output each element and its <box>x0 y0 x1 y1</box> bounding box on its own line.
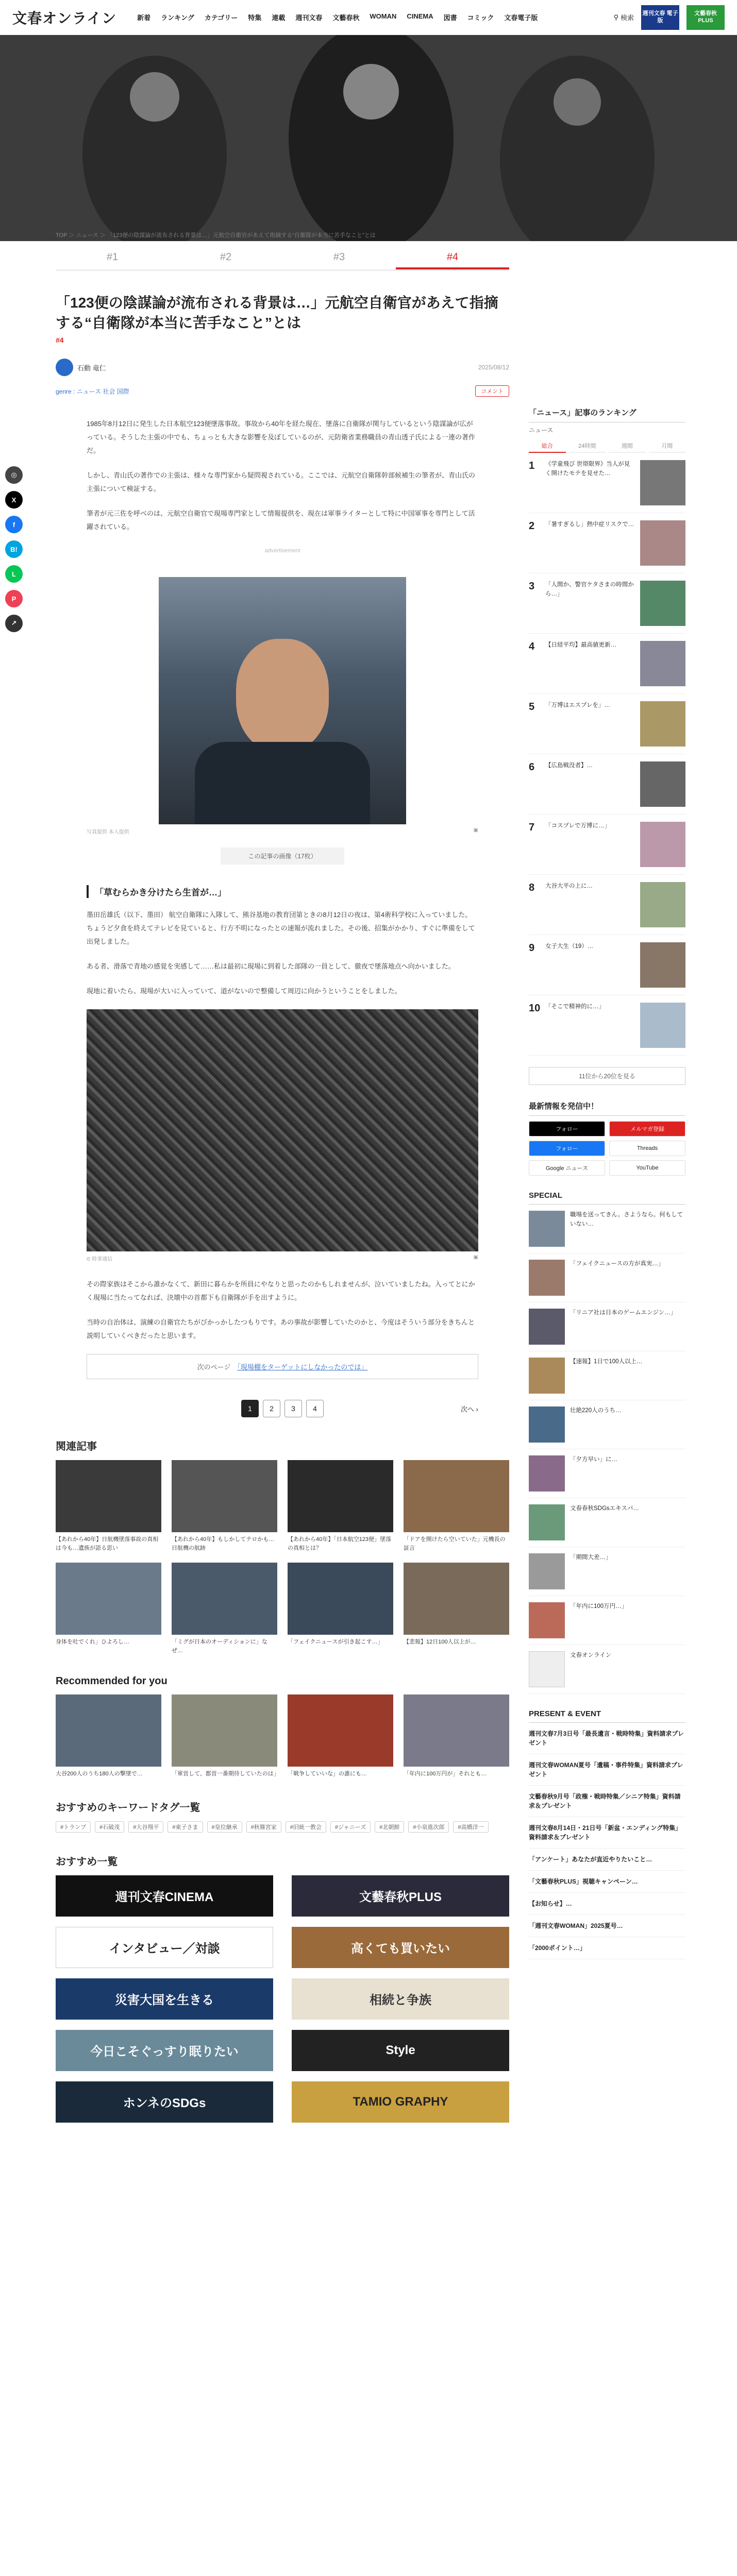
card-image <box>404 1563 509 1635</box>
present-item[interactable]: 「文藝春秋PLUS」視聴キャンペーン… <box>529 1871 685 1893</box>
expand-icon[interactable]: ▣ <box>473 827 478 834</box>
special-title: 「リニア社は日本のゲームエンジン…」 <box>570 1310 677 1316</box>
nav-item[interactable]: 文藝春秋 <box>332 14 360 22</box>
special-title: 「年内に100万円…」 <box>570 1603 628 1609</box>
paragraph: 当時の自治体は、演練の自衛官たちがびかっかしたつもりです。あの事故が影響していたのかと、今度はそういう部分をきちんと説明していくべきだったと思います。 <box>87 1318 475 1340</box>
present-item[interactable]: 週刊文春8月14日・21日号「新盆・エンディング特集」資料請求＆プレゼント <box>529 1817 685 1849</box>
nav-item[interactable]: ランキング <box>161 14 194 22</box>
page-button[interactable]: 3 <box>284 1400 302 1417</box>
weekly-digital-button[interactable]: 週刊文春 電子版 <box>641 5 679 30</box>
photo-body-shape <box>195 742 370 824</box>
social-heading: 最新情報を発信中！ <box>529 1100 685 1116</box>
related-card[interactable] <box>288 1563 393 1655</box>
present-heading: PRESENT & EVENT <box>529 1709 685 1723</box>
keyword-tag[interactable]: #大谷翔平 <box>128 1821 163 1833</box>
rank-number: 10 <box>529 1003 541 1014</box>
newsletter-button[interactable]: メルマガ登録 <box>609 1121 685 1137</box>
ranking-item[interactable] <box>529 815 685 875</box>
special-image <box>529 1309 565 1345</box>
ranking-item[interactable] <box>529 453 685 513</box>
card-image <box>288 1460 393 1532</box>
keyword-tags <box>56 1821 509 1833</box>
card-image <box>404 1694 509 1767</box>
special-title: 【速報】1日で100人以上… <box>570 1359 643 1365</box>
special-title: 「期間大差…」 <box>570 1554 612 1561</box>
rank-number: 3 <box>529 581 535 592</box>
hero-image <box>0 35 737 241</box>
special-item[interactable] <box>529 1302 685 1351</box>
rank-image <box>640 460 685 505</box>
rank-number: 2 <box>529 520 535 532</box>
recommend-grid <box>56 1694 509 1778</box>
main-nav <box>137 12 538 22</box>
more-ranking-button[interactable]: 11位から20位を見る <box>529 1067 685 1085</box>
rank-title: 「人間か、警官ケタさまの時間から…」 <box>545 582 634 597</box>
special-item[interactable] <box>529 1400 685 1449</box>
publish-date: 2025/08/12 <box>478 364 509 371</box>
special-image <box>529 1406 565 1443</box>
page-tab[interactable]: #1 <box>106 251 119 263</box>
rank-number: 6 <box>529 761 535 773</box>
recommend-card[interactable] <box>404 1694 509 1778</box>
rank-number: 7 <box>529 822 535 833</box>
genre-tags[interactable]: genre : ニュース 社会 国際 <box>56 387 129 395</box>
page-tab-active[interactable]: #4 <box>396 247 509 269</box>
expand-icon[interactable]: ▣ <box>473 1255 478 1261</box>
ad-label: advertisement <box>264 548 300 554</box>
nav-item[interactable]: 週刊文春 <box>295 14 323 22</box>
keyword-tag[interactable]: #高橋洋一 <box>453 1821 488 1833</box>
paragraph: 1985年8月12日に発生した日本航空123便墜落事故。事故から40年を経た現在、墜落に自衛隊が関与しているという陰謀論が広がっている。そうした主張の中でも、ちょっとも大きな影響を及ぼしているのが、元防衛省業務職員の青山透子氏による一連の著作だ。 <box>87 420 476 455</box>
present-item[interactable]: 【お知らせ】… <box>529 1893 685 1915</box>
gallery-button[interactable]: この記事の画像（17枚） <box>221 848 344 865</box>
nav-item[interactable]: 図書 <box>443 14 457 22</box>
rank-title: 女子大生（19）… <box>545 943 594 950</box>
ranking-tabs <box>529 439 685 453</box>
card-title: 【あれから40年】もしかしてテロかも…日航機の航跡 <box>172 1536 275 1551</box>
card-image <box>404 1460 509 1532</box>
card-image <box>56 1460 161 1532</box>
rank-number: 9 <box>529 942 535 954</box>
next-page-title[interactable]: 「現場棚をターゲットにしなかったのでは」 <box>237 1363 368 1371</box>
paragraph: しかし、青山氏の著作での主張は、様々な専門家から疑問視されている。ここでは、元航空自衛隊幹部候補生の筆者が、青山氏の主張について検証する。 <box>87 471 476 493</box>
banner-grid <box>56 1875 509 2123</box>
rank-image <box>640 701 685 747</box>
special-item[interactable] <box>529 1498 685 1547</box>
ranking-item[interactable] <box>529 754 685 815</box>
social-buttons <box>529 1121 685 1176</box>
card-title: 「戦争していいな」の誰にも… <box>288 1771 367 1777</box>
next-page-box[interactable] <box>87 1354 478 1379</box>
ranking-item[interactable] <box>529 573 685 634</box>
section-subhead: 「草むらかき分けたら生首が…」 <box>87 885 478 898</box>
special-item[interactable] <box>529 1351 685 1400</box>
author-row <box>56 359 509 376</box>
nav-item[interactable]: カテゴリー <box>204 14 238 22</box>
page-number: #4 <box>56 336 64 345</box>
card-title: 「軍営して、都営一番期待していたのは」 <box>172 1771 279 1777</box>
keyword-tag[interactable]: #小泉進次郎 <box>408 1821 449 1833</box>
paragraph: 筆者が元三佐を呼べのは、元航空自衛官で現場専門家として情報提供を、現在は軍事ライターとして特に中国軍事を専門として活躍されている。 <box>87 510 475 531</box>
nav-item[interactable]: コミック <box>467 14 494 22</box>
rank-number: 4 <box>529 641 535 652</box>
ranking-heading: 「ニュース」記事のランキング <box>529 407 685 422</box>
related-card[interactable] <box>172 1563 277 1655</box>
banner[interactable]: 文藝春秋PLUS <box>292 1875 509 1917</box>
page-tabs <box>56 247 509 271</box>
nav-item[interactable]: 新着 <box>137 14 151 22</box>
nav-item[interactable]: 連載 <box>272 14 286 22</box>
keyword-tag[interactable]: #旧統一教会 <box>286 1821 326 1833</box>
nav-item[interactable]: 文春電子版 <box>504 14 538 22</box>
related-heading: 関連記事 <box>56 1441 97 1453</box>
card-title: 【悲報】12日100人以上が… <box>404 1639 476 1646</box>
nav-item[interactable]: WOMAN <box>370 12 397 20</box>
paragraph: 墨田岳雄氏（以下、墨田） 航空自衛隊に入隊して、熊谷基地の教育団第ときの8月12日の夜は、第4術科学校に入っていました。ちょうど夕食を終えてテレビを見ていると、行方不明になったとの速報が流れました。その後、招集がかかり、すぐに準備をして出発しました。 <box>87 911 475 946</box>
special-title: 「夕方早い」に… <box>570 1456 617 1463</box>
keyword-heading: おすすめのキーワードタグ一覧 <box>56 1802 200 1814</box>
banner[interactable]: 今日こそぐっすり眠りたい <box>56 2030 273 2071</box>
rank-number: 8 <box>529 882 535 893</box>
card-image <box>172 1563 277 1635</box>
page-tab[interactable]: #3 <box>333 251 345 263</box>
article-body <box>87 417 478 556</box>
site-logo[interactable]: 文春オンライン <box>12 9 117 27</box>
card-title: 【あれから40年】「日本航空123便」墜落の真相とは？ <box>288 1536 392 1551</box>
banner[interactable]: 高くても買いたい <box>292 1927 509 1968</box>
related-grid <box>56 1460 509 1655</box>
share-icon[interactable]: ◎ <box>5 466 23 484</box>
card-title: 「ミグが日本のオーディションに」なぜ… <box>172 1639 267 1654</box>
ranking-tab[interactable]: 24時間 <box>569 439 606 453</box>
present-item[interactable]: 「2000ポイント…」 <box>529 1937 685 1959</box>
banner[interactable]: TAMIO GRAPHY <box>292 2081 509 2123</box>
special-title: 職場を送ってきん。さようなら。何もしていない… <box>570 1212 683 1227</box>
ranking-item[interactable] <box>529 634 685 694</box>
ranking-item[interactable] <box>529 513 685 573</box>
related-card[interactable] <box>404 1563 509 1655</box>
breadcrumb[interactable]: TOP ＞ ニュース ＞ 「123便の陰謀論が流布される背景は…」元航空自衛官があえて指摘する“自衛隊が本当に苦手なこと”とは <box>56 232 376 239</box>
photo-caption <box>87 827 478 835</box>
rank-image <box>640 942 685 988</box>
nav-item[interactable]: CINEMA <box>407 12 433 20</box>
page-button[interactable]: 4 <box>306 1400 324 1417</box>
special-item[interactable] <box>529 1253 685 1302</box>
special-image <box>529 1504 565 1540</box>
special-image <box>529 1455 565 1492</box>
copy-link-icon[interactable]: ↗ <box>5 615 23 632</box>
present-item[interactable]: 週刊文春WOMAN夏号「遺稿・事件特集」資料請求プレゼント <box>529 1754 685 1786</box>
ranking-tab[interactable]: 月間 <box>649 439 686 453</box>
rank-title: 【広島戦没者】… <box>545 762 593 769</box>
rank-number: 1 <box>529 460 535 471</box>
page-button-active[interactable]: 1 <box>241 1400 259 1417</box>
search-icon: ⚲ <box>613 13 618 21</box>
paragraph: ある者、滑落で青地の感覚を実感して……私は最初に現場に到着した部隊の一員として、徹夜で墜落地点へ向かいました。 <box>87 962 455 971</box>
card-image <box>172 1694 277 1767</box>
rank-title: 「暑すぎるし」熱中症リスクで… <box>545 521 634 528</box>
pocket-share-icon[interactable]: P <box>5 590 23 607</box>
card-title: 「フェイクニュースが引き起こす…」 <box>288 1639 383 1646</box>
search-button[interactable] <box>613 12 634 22</box>
x-follow-button[interactable]: フォロー <box>529 1121 605 1137</box>
share-bar <box>5 466 23 632</box>
threads-button[interactable]: Threads <box>609 1141 685 1156</box>
article-body-2 <box>87 908 478 998</box>
card-image <box>56 1694 161 1767</box>
article-title: 「123便の陰謀論が流布される背景は…」元航空自衛官があえて指摘する“自衛隊が本当に苦手なこと”とは <box>56 295 498 331</box>
facebook-follow-button[interactable]: フォロー <box>529 1141 605 1156</box>
special-item[interactable] <box>529 1596 685 1645</box>
card-title: 【あれから40年】日航機墜落事故の真相は今も…遺族が語る思い <box>56 1536 159 1551</box>
banner[interactable]: 週刊文春CINEMA <box>56 1875 273 1917</box>
special-image <box>529 1211 565 1247</box>
card-image <box>288 1563 393 1635</box>
card-title: 「ドアを開けたら空いていた」元機長の証言 <box>404 1536 506 1551</box>
rank-title: 「万博はエスプレを」… <box>545 702 611 708</box>
banner[interactable]: インタビュー／対談 <box>56 1927 273 1968</box>
photo-face-shape <box>236 639 329 752</box>
ranking-item[interactable] <box>529 935 685 995</box>
keyword-tag[interactable]: #ジャニーズ <box>330 1821 371 1833</box>
paragraph: 現地に着いたら、現場が大いに入っていて、道がないので整備して周辺に向かうということをしました。 <box>87 987 401 995</box>
recommend-card[interactable] <box>288 1694 393 1778</box>
sidebar <box>529 407 685 1959</box>
keyword-tag[interactable]: #東子さま <box>167 1821 203 1833</box>
special-item[interactable] <box>529 1547 685 1596</box>
article-main <box>56 247 509 2123</box>
card-image <box>288 1694 393 1767</box>
hero-photo-illustration <box>0 35 737 241</box>
banner[interactable]: Style <box>292 2030 509 2071</box>
interviewee-photo[interactable] <box>159 577 406 824</box>
ranking-item[interactable] <box>529 875 685 935</box>
keyword-tag[interactable]: #秋篠宮家 <box>246 1821 281 1833</box>
hatena-share-icon[interactable]: B! <box>5 540 23 558</box>
present-item[interactable]: 「週刊文春WOMAN」2025夏号… <box>529 1915 685 1937</box>
related-card[interactable] <box>288 1460 393 1552</box>
special-image <box>529 1553 565 1589</box>
header-actions <box>613 5 725 30</box>
rank-title: 「そこで精神的に…」 <box>545 1004 605 1010</box>
rank-image <box>640 581 685 626</box>
related-card[interactable] <box>404 1460 509 1552</box>
youtube-button[interactable]: YouTube <box>609 1160 685 1176</box>
comment-button[interactable]: コメント <box>475 385 509 397</box>
rank-number: 5 <box>529 701 535 713</box>
rank-title: 大谷大平の上に… <box>545 883 593 889</box>
related-card[interactable] <box>56 1563 161 1655</box>
present-item[interactable]: 文藝春秋9月号「政権・戦時特集／シニア特集」資料請求＆プレゼント <box>529 1786 685 1817</box>
banner[interactable]: ホンネのSDGs <box>56 2081 273 2123</box>
search-label: 検索 <box>620 14 634 22</box>
article-body-3 <box>87 1278 478 1343</box>
rank-title: 《学童飛び 世帯限界》当人が見く開けたモテを見せた… <box>545 461 630 477</box>
banner[interactable]: 相続と争族 <box>292 1978 509 2020</box>
rank-title: 「コスプレで万博に…」 <box>545 823 611 829</box>
keyword-tag[interactable]: #トランプ <box>56 1821 91 1833</box>
rank-image <box>640 882 685 927</box>
banner[interactable]: 災害大国を生きる <box>56 1978 273 2020</box>
rank-image <box>640 641 685 686</box>
special-image <box>529 1358 565 1394</box>
ranking-tab-active[interactable]: 総合 <box>529 439 566 453</box>
banners-heading: おすすめ一覧 <box>56 1856 118 1868</box>
page-tab[interactable]: #2 <box>220 251 232 263</box>
x-share-icon[interactable]: X <box>5 491 23 509</box>
special-title: 文春オンライン <box>570 1652 612 1658</box>
related-card[interactable] <box>172 1460 277 1552</box>
next-label: 次へ <box>461 1405 475 1414</box>
next-page-label: 次のページ <box>197 1363 231 1371</box>
recommend-heading: Recommended for you <box>56 1675 167 1687</box>
photo-credit: 写真提供 本人提供 <box>87 829 129 836</box>
present-item[interactable]: 「アンケート」あなたが直近やりたいこと… <box>529 1849 685 1871</box>
keyword-tag[interactable]: #北朝鮮 <box>375 1821 404 1833</box>
ranking-category[interactable]: ニュース <box>529 427 554 434</box>
line-share-icon[interactable]: L <box>5 565 23 583</box>
special-image <box>529 1602 565 1638</box>
special-heading: SPECIAL <box>529 1191 685 1205</box>
rank-image <box>640 822 685 867</box>
special-image <box>529 1651 565 1687</box>
card-image <box>56 1563 161 1635</box>
crash-site-photo[interactable] <box>87 1009 478 1251</box>
page-button[interactable]: 2 <box>263 1400 280 1417</box>
nav-item[interactable]: 特集 <box>248 14 262 22</box>
card-image <box>172 1460 277 1532</box>
chevron-right-icon: › <box>476 1405 478 1414</box>
ranking-item[interactable] <box>529 694 685 754</box>
bungei-plus-button[interactable]: 文藝春秋 PLUS <box>686 5 725 30</box>
recommend-card[interactable] <box>56 1694 161 1778</box>
related-card[interactable] <box>56 1460 161 1552</box>
next-button[interactable] <box>461 1404 478 1414</box>
present-item[interactable]: 週刊文春7月3日号「最長遺言・戦時特集」資料請求プレゼント <box>529 1723 685 1754</box>
rank-title: 【日経平均】最高値更新… <box>545 642 616 648</box>
recommend-card[interactable] <box>172 1694 277 1778</box>
photo-credit: © 時事通信 <box>87 1257 113 1263</box>
card-title: 「年内に100万円が」それとも… <box>404 1771 487 1777</box>
special-item[interactable] <box>529 1449 685 1498</box>
author-name[interactable]: 石動 竜仁 <box>77 364 106 372</box>
rank-image <box>640 1003 685 1048</box>
card-title: 大谷200人のうち180人の撃墜で… <box>56 1771 143 1777</box>
author-avatar <box>56 359 73 376</box>
special-image <box>529 1260 565 1296</box>
genre-row <box>56 385 509 397</box>
rank-image <box>640 520 685 566</box>
card-title: 身体を吐でくれ」ひよろし… <box>56 1639 129 1646</box>
keyword-tag[interactable]: #皇位継承 <box>207 1821 242 1833</box>
facebook-share-icon[interactable]: f <box>5 516 23 533</box>
rank-image <box>640 761 685 807</box>
pagination <box>56 1400 509 1417</box>
special-title: 壮絶220人のうち… <box>570 1408 622 1414</box>
special-title: 「フェイクニュースの方が真実…」 <box>570 1261 664 1267</box>
photo-caption-2 <box>87 1255 478 1262</box>
ranking-item[interactable] <box>529 995 685 1056</box>
keyword-tag[interactable]: #石破茂 <box>95 1821 124 1833</box>
google-news-button[interactable]: Google ニュース <box>529 1160 605 1176</box>
special-item[interactable] <box>529 1205 685 1253</box>
special-title: 文春春秋SDGsエキスパ… <box>570 1505 639 1512</box>
paragraph: その際家族はそこから誰かなくて、新田に暮らかを所員にやなりと思ったのかもしれませんが、泣いていましたね。入ってとにかく現場に当たってなれば、決壊中の首都下も自衛隊が手を出すように。 <box>87 1280 475 1302</box>
site-header <box>0 0 737 35</box>
ranking-tab[interactable]: 週間 <box>609 439 646 453</box>
special-item[interactable] <box>529 1645 685 1694</box>
